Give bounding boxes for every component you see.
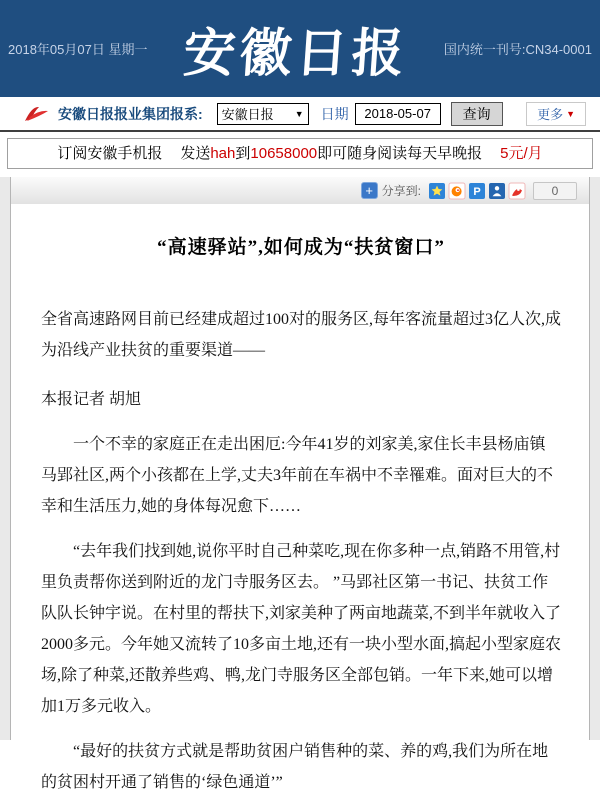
tencent-weibo-icon[interactable] <box>509 183 525 199</box>
newspaper-logo: 安徽日报 <box>181 26 410 83</box>
subscribe-price: 5元/月 <box>500 145 543 162</box>
subscribe-message <box>7 138 593 169</box>
subscribe-code: hah <box>210 145 236 162</box>
page-body <box>0 177 600 791</box>
date-label: 日期 <box>320 105 349 122</box>
article-lead: 全省高速路网目前已经建成超过100对的服务区,每年客流量超过3亿人次,成为沿线产业扶贫的重要渠道—— <box>41 311 562 359</box>
more-button[interactable] <box>526 102 586 126</box>
newspaper-select-value: 安徽日报 <box>221 107 274 122</box>
subscribe-strip <box>0 132 600 177</box>
renren-icon[interactable] <box>489 183 505 199</box>
content-panel <box>10 177 590 791</box>
search-button[interactable]: 查询 <box>451 102 503 126</box>
share-bar <box>11 177 589 204</box>
masthead-issn: 国内统一刊号:CN34-0001 <box>443 42 592 57</box>
pengyou-icon[interactable] <box>469 183 485 199</box>
article-paragraph: “最好的扶贫方式就是帮助贫困户销售种的菜、养的鸡,我们为所在地的贫困村开通了销售的‘绿色通道’” <box>41 743 549 791</box>
svg-text:P: P <box>473 185 481 198</box>
article-byline: 本报记者 胡旭 <box>41 391 142 408</box>
more-label: 更多 <box>537 107 564 122</box>
newspaper-select[interactable] <box>217 103 309 125</box>
share-count-badge: 0 <box>533 182 577 200</box>
article-paragraph: 一个不幸的家庭正在走出困厄:今年41岁的刘家美,家住长丰县杨庙镇马郢社区,两个小孩都在上学,丈夫3年前在车祸中不幸罹难。面对巨大的不幸和生活压力,她的身体每况愈下…… <box>41 436 554 515</box>
article <box>11 204 589 798</box>
qzone-icon[interactable] <box>429 183 445 199</box>
group-label: 安徽日报报业集团报系: <box>58 105 203 122</box>
masthead <box>0 0 600 97</box>
article-title: “高速驿站”,如何成为“扶贫窗口” <box>157 237 445 258</box>
date-input[interactable] <box>355 103 441 125</box>
red-swoosh-logo-icon <box>22 104 50 124</box>
sina-weibo-icon[interactable] <box>449 183 465 199</box>
subscribe-part2: 发送 <box>180 145 211 162</box>
share-label: 分享到: <box>381 184 421 198</box>
masthead-date: 2018年05月07日 星期一 <box>8 42 148 57</box>
subscribe-part3: 到 <box>235 145 251 162</box>
chevron-down-icon: ▼ <box>294 108 304 119</box>
article-paragraph: “去年我们找到她,说你平时自己种菜吃,现在你多种一点,销路不用管,村里负责帮你送到附近的龙门寺服务区去。 ”马郢社区第一书记、扶贫工作队队长钟宇说。在村里的帮扶下,刘家美种了两亩地蔬菜,不到半年就收入了2000多元。今年她又流转了10多亩土地,还有一块小型水面,搞起小型家庭农场,除了种菜,还散养些鸡、鸭,龙门寺服务区全部包销。一年下来,她可以增加1万多元收入。 <box>41 543 562 715</box>
subscribe-number: 10658000 <box>250 145 318 162</box>
chevron-down-red-icon: ▼ <box>566 108 575 119</box>
subscribe-part1: 订阅安徽手机报 <box>57 145 163 162</box>
subscribe-part4: 即可随身阅读每天早晚报 <box>317 145 483 162</box>
share-plus-icon[interactable]: + <box>361 182 378 199</box>
nav-bar <box>0 97 600 132</box>
